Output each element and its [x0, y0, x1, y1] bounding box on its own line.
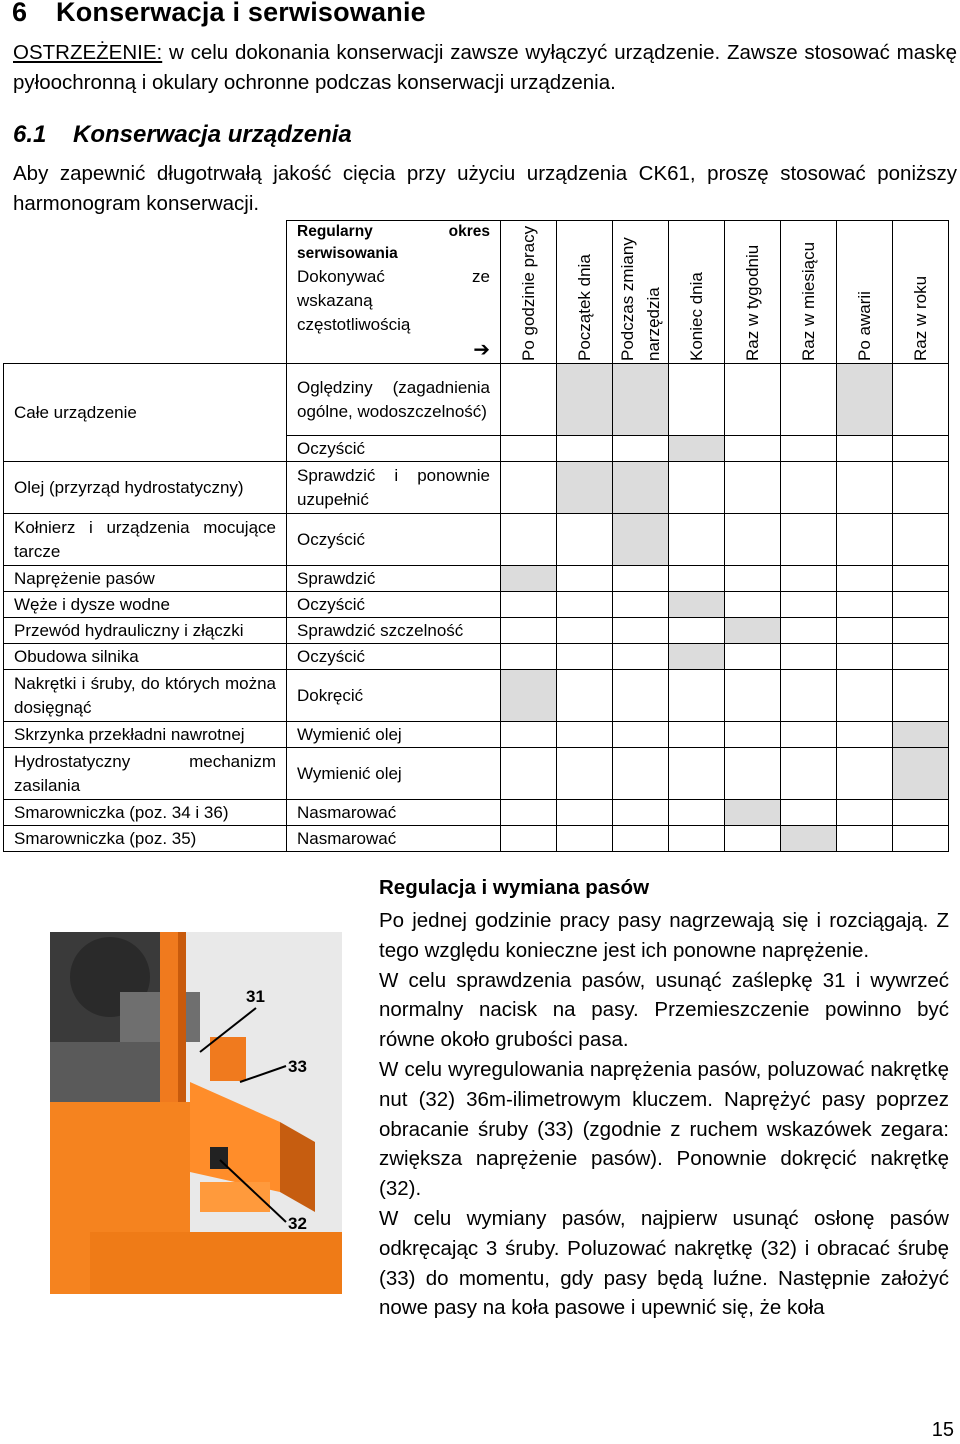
component-cell: Hydrostatyczny mechanizm zasilania [4, 748, 287, 800]
schedule-empty-cell [893, 592, 949, 618]
task-cell: Oczyścić [287, 514, 501, 566]
header-line-a1: Dokonywać [297, 267, 385, 286]
schedule-empty-cell [501, 462, 557, 514]
schedule-empty-cell [669, 618, 725, 644]
schedule-empty-cell [781, 644, 837, 670]
schedule-empty-cell [613, 566, 669, 592]
header-line-a2: ze [472, 267, 490, 286]
schedule-empty-cell [893, 462, 949, 514]
belts-paragraph: W celu sprawdzenia pasów, usunąć zaślepkę 31 i wywrzeć normalny nacisk na pasy. Przemieszczenie powinno być równe około grubości pasa. [379, 968, 949, 1052]
schedule-empty-cell [613, 748, 669, 800]
schedule-empty-cell [669, 748, 725, 800]
column-header: Raz w tygodniu [725, 221, 781, 364]
schedule-empty-cell [669, 722, 725, 748]
schedule-empty-cell [557, 436, 613, 462]
table-row [4, 748, 949, 800]
schedule-empty-cell [837, 566, 893, 592]
task-cell: Wymienić olej [287, 748, 501, 800]
schedule-empty-cell [781, 670, 837, 722]
schedule-empty-cell [501, 722, 557, 748]
component-cell: Węże i dysze wodne [4, 592, 287, 618]
warning-label: OSTRZEŻENIE: [13, 41, 163, 64]
schedule-empty-cell [837, 748, 893, 800]
schedule-empty-cell [725, 722, 781, 748]
component-cell: Olej (przyrząd hydrostatyczny) [4, 462, 287, 514]
schedule-empty-cell [557, 592, 613, 618]
schedule-empty-cell [781, 364, 837, 436]
component-cell: Smarowniczka (poz. 35) [4, 826, 287, 852]
belt-adjustment-illustration [50, 932, 342, 1294]
schedule-empty-cell [669, 462, 725, 514]
schedule-empty-cell [893, 566, 949, 592]
task-cell: Dokręcić [287, 670, 501, 722]
schedule-mark-cell [669, 436, 725, 462]
schedule-empty-cell [725, 670, 781, 722]
column-header: Podczas zmiany narzędzia [613, 221, 669, 364]
schedule-empty-cell [837, 800, 893, 826]
column-header: Raz w miesiącu [781, 221, 837, 364]
table-row [4, 566, 949, 592]
schedule-empty-cell [613, 722, 669, 748]
schedule-empty-cell [669, 670, 725, 722]
table-header-row [4, 221, 949, 364]
schedule-empty-cell [725, 644, 781, 670]
schedule-empty-cell [725, 514, 781, 566]
schedule-empty-cell [613, 436, 669, 462]
schedule-empty-cell [669, 826, 725, 852]
warning-text: w celu dokonania konserwacji zawsze wyłączyć urządzenie. Zawsze stosować maskę pyłoochronną i okulary ochronne podczas konserwacji urządzenia. [13, 41, 957, 94]
schedule-empty-cell [557, 722, 613, 748]
task-cell: Nasmarować [287, 826, 501, 852]
schedule-empty-cell [725, 592, 781, 618]
schedule-mark-cell [669, 592, 725, 618]
schedule-empty-cell [837, 670, 893, 722]
schedule-mark-cell [893, 722, 949, 748]
schedule-empty-cell [893, 670, 949, 722]
schedule-empty-cell [781, 462, 837, 514]
schedule-empty-cell [613, 644, 669, 670]
schedule-empty-cell [893, 826, 949, 852]
schedule-mark-cell [613, 514, 669, 566]
task-cell: Wymienić olej [287, 722, 501, 748]
schedule-mark-cell [613, 462, 669, 514]
schedule-empty-cell [669, 514, 725, 566]
maintenance-table [3, 220, 949, 852]
component-cell: Przewód hydrauliczny i złączki [4, 618, 287, 644]
schedule-empty-cell [557, 800, 613, 826]
component-cell: Smarowniczka (poz. 34 i 36) [4, 800, 287, 826]
schedule-mark-cell [501, 670, 557, 722]
schedule-mark-cell [725, 618, 781, 644]
schedule-empty-cell [613, 592, 669, 618]
schedule-empty-cell [781, 436, 837, 462]
schedule-empty-cell [501, 826, 557, 852]
schedule-empty-cell [501, 644, 557, 670]
section-number: 6.1 [13, 121, 47, 148]
schedule-empty-cell [893, 800, 949, 826]
belts-paragraph: W celu wyregulowania naprężenia pasów, poluzować nakrętkę nut (32) 36m-ilimetrowym kluczem. Naprężyć pasy poprzez obracanie śruby (33) (zgodnie z ruchem wskazówek zegara: zwiększa naprężenie pasów). Ponownie dokręcić nakrętkę (32). [379, 1057, 949, 1201]
schedule-empty-cell [669, 566, 725, 592]
schedule-empty-cell [837, 722, 893, 748]
schedule-empty-cell [781, 618, 837, 644]
schedule-empty-cell [781, 592, 837, 618]
header-empty-cell [4, 221, 287, 364]
schedule-mark-cell [781, 826, 837, 852]
component-cell: Nakrętki i śruby, do których można dosięgnąć [4, 670, 287, 722]
task-cell: Nasmarować [287, 800, 501, 826]
task-cell: Oględziny (zagadnienia ogólne, wodoszczelność) [287, 364, 501, 436]
schedule-empty-cell [837, 618, 893, 644]
section-title [13, 121, 352, 149]
schedule-mark-cell [837, 364, 893, 436]
task-cell: Sprawdzić szczelność [287, 618, 501, 644]
schedule-empty-cell [613, 618, 669, 644]
table-row [4, 618, 949, 644]
task-cell: Sprawdzić [287, 566, 501, 592]
schedule-mark-cell [669, 644, 725, 670]
schedule-empty-cell [837, 826, 893, 852]
schedule-empty-cell [725, 566, 781, 592]
task-cell: Sprawdzić i ponownie uzupełnić [287, 462, 501, 514]
schedule-empty-cell [501, 592, 557, 618]
intro-paragraph: Aby zapewnić długotrwałą jakość cięcia przy użyciu urządzenia CK61, proszę stosować poniższy harmonogram konserwacji. [13, 162, 957, 215]
header-bold-1b: okres [448, 223, 490, 240]
schedule-empty-cell [557, 826, 613, 852]
chapter-number: 6 [12, 0, 28, 27]
schedule-empty-cell [781, 748, 837, 800]
schedule-empty-cell [557, 748, 613, 800]
schedule-empty-cell [501, 364, 557, 436]
column-header: Raz w roku [893, 221, 949, 364]
table-body [4, 364, 949, 852]
header-bold-2: serwisowania [297, 245, 398, 262]
component-cell: Obudowa silnika [4, 644, 287, 670]
chapter-title-text: Konserwacja i serwisowanie [56, 0, 426, 27]
schedule-empty-cell [725, 462, 781, 514]
schedule-empty-cell [837, 514, 893, 566]
table-row [4, 592, 949, 618]
component-cell: Całe urządzenie [4, 364, 287, 462]
chapter-title [12, 0, 426, 28]
table-row [4, 826, 949, 852]
schedule-empty-cell [837, 644, 893, 670]
header-description-cell [287, 221, 501, 364]
schedule-empty-cell [501, 514, 557, 566]
header-line-b: wskazaną [297, 291, 373, 310]
header-line-c: częstotliwością [297, 315, 411, 334]
schedule-empty-cell [837, 462, 893, 514]
header-bold-1a: Regularny [297, 223, 373, 240]
schedule-mark-cell [893, 748, 949, 800]
schedule-empty-cell [669, 800, 725, 826]
table-row [4, 722, 949, 748]
table-row [4, 670, 949, 722]
column-header: Po awarii [837, 221, 893, 364]
column-header: Początek dnia [557, 221, 613, 364]
page-number: 15 [931, 1419, 954, 1441]
task-cell: Oczyścić [287, 644, 501, 670]
schedule-empty-cell [501, 800, 557, 826]
table-row [4, 644, 949, 670]
schedule-empty-cell [725, 364, 781, 436]
component-cell: Naprężenie pasów [4, 566, 287, 592]
schedule-empty-cell [669, 364, 725, 436]
component-cell: Skrzynka przekładni nawrotnej [4, 722, 287, 748]
schedule-empty-cell [893, 436, 949, 462]
schedule-empty-cell [837, 592, 893, 618]
schedule-empty-cell [557, 618, 613, 644]
task-cell: Oczyścić [287, 436, 501, 462]
task-cell: Oczyścić [287, 592, 501, 618]
schedule-empty-cell [613, 670, 669, 722]
schedule-empty-cell [557, 644, 613, 670]
schedule-empty-cell [781, 566, 837, 592]
schedule-empty-cell [893, 644, 949, 670]
schedule-empty-cell [501, 748, 557, 800]
callout-31: 31 [246, 987, 265, 1006]
schedule-mark-cell [725, 800, 781, 826]
schedule-empty-cell [893, 364, 949, 436]
table-row [4, 800, 949, 826]
table-row [4, 462, 949, 514]
schedule-mark-cell [501, 566, 557, 592]
schedule-empty-cell [725, 436, 781, 462]
schedule-empty-cell [501, 618, 557, 644]
schedule-empty-cell [781, 800, 837, 826]
callout-32: 32 [288, 1214, 307, 1233]
belts-text [379, 906, 949, 1323]
schedule-empty-cell [837, 436, 893, 462]
schedule-empty-cell [613, 826, 669, 852]
schedule-mark-cell [557, 364, 613, 436]
schedule-mark-cell [557, 462, 613, 514]
machine-photo [50, 932, 342, 1294]
arrow-right-icon: ➔ [473, 339, 490, 361]
schedule-empty-cell [725, 748, 781, 800]
schedule-empty-cell [557, 566, 613, 592]
schedule-empty-cell [781, 514, 837, 566]
schedule-empty-cell [557, 514, 613, 566]
schedule-empty-cell [501, 436, 557, 462]
belts-paragraph: W celu wymiany pasów, najpierw usunąć osłonę pasów odkręcając 3 śruby. Poluzować nakrętkę (32) i obracać śrubę (33) do momentu, gdy pasy będą luźne. Następnie założyć nowe pasy na koła pasowe i upewnić się, że koła [379, 1206, 949, 1320]
belts-paragraph: Po jednej godzinie pracy pasy nagrzewają się i rozciągają. Z tego względu konieczne jest ich ponowne naprężenie. [379, 909, 949, 962]
table-row [4, 514, 949, 566]
component-cell: Kołnierz i urządzenia mocujące tarcze [4, 514, 287, 566]
table-row [4, 364, 949, 436]
schedule-empty-cell [781, 722, 837, 748]
column-header: Po godzinie pracy [501, 221, 557, 364]
column-header: Koniec dnia [669, 221, 725, 364]
callout-33: 33 [288, 1057, 307, 1076]
schedule-empty-cell [893, 618, 949, 644]
warning-paragraph [13, 38, 957, 98]
schedule-empty-cell [893, 514, 949, 566]
schedule-empty-cell [613, 800, 669, 826]
schedule-empty-cell [725, 826, 781, 852]
schedule-mark-cell [613, 364, 669, 436]
section-title-text: Konserwacja urządzenia [73, 121, 352, 148]
schedule-empty-cell [557, 670, 613, 722]
belts-title: Regulacja i wymiana pasów [379, 876, 650, 899]
